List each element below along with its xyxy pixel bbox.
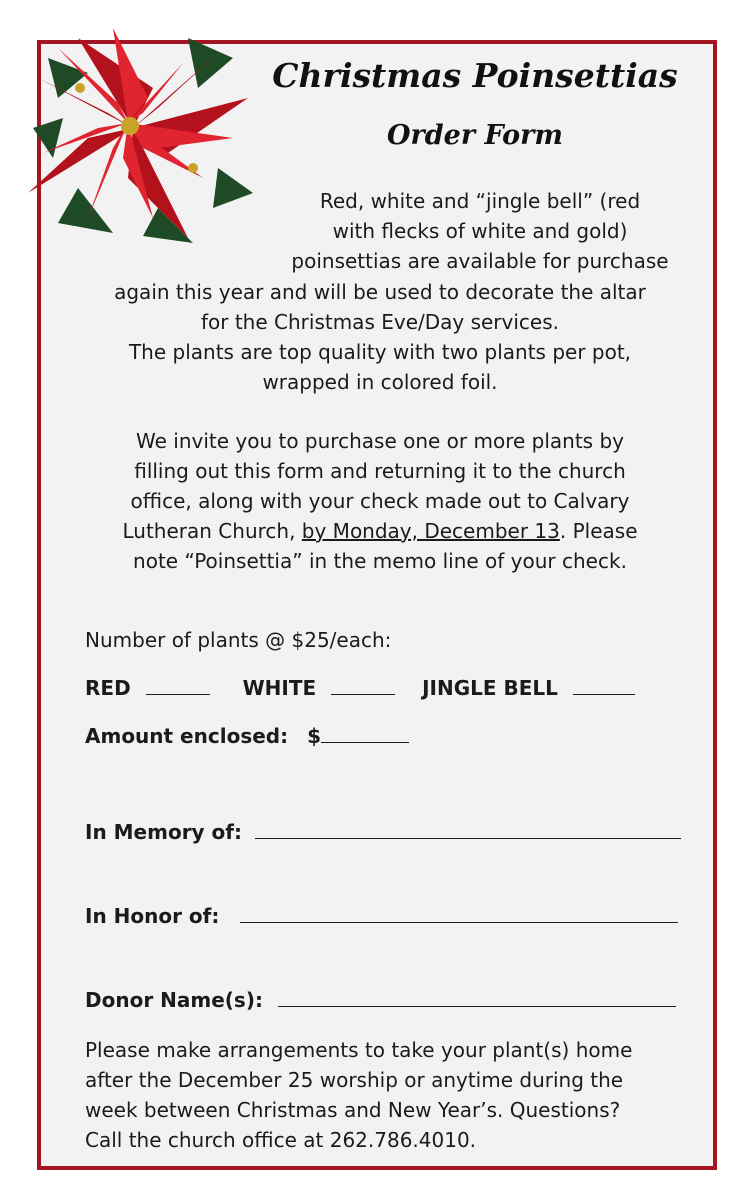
pickup-instructions: [85, 1035, 685, 1155]
invite-line-4-start: Lutheran Church,: [122, 519, 296, 543]
amount-field[interactable]: [321, 722, 409, 743]
footer-line-4: Call the church office at 262.786.4010.: [85, 1128, 477, 1152]
intro-line-5: for the Christmas Eve/Day services.: [200, 310, 560, 334]
amount-label: Amount enclosed:: [85, 724, 289, 748]
footer-line-2: after the December 25 worship or anytime during the: [85, 1068, 624, 1092]
footer-line-3: week between Christmas and New Year’s. Questions?: [85, 1098, 621, 1122]
page-title: Christmas Poinsettias: [272, 56, 678, 95]
jingle-bell-quantity-field[interactable]: [573, 674, 635, 695]
honor-field[interactable]: [240, 902, 678, 923]
memory-field[interactable]: [255, 818, 681, 839]
invite-line-3: office, along with your check made out to Calvary: [130, 489, 630, 513]
white-quantity-field[interactable]: [331, 674, 395, 695]
page-subtitle: Order Form: [387, 120, 563, 151]
number-of-plants-label: Number of plants @ $25/each:: [85, 628, 392, 652]
invite-line-4: [60, 516, 700, 546]
color-quantity-row: [85, 674, 635, 702]
flower-center: [121, 117, 139, 135]
donor-row: [85, 986, 676, 1014]
memory-row: [85, 818, 681, 846]
intro-line-4: again this year and will be used to decorate the altar: [114, 280, 646, 304]
red-quantity-field[interactable]: [146, 674, 210, 695]
invite-line-4-end: . Please: [559, 519, 638, 543]
footer-line-1: Please make arrangements to take your plant(s) home: [85, 1038, 633, 1062]
poinsettia-image: [18, 18, 264, 248]
jingle-bell-label: JINGLE BELL: [422, 676, 558, 700]
donor-field[interactable]: [278, 986, 676, 1007]
intro-line-6: The plants are top quality with two plants per pot,: [128, 340, 632, 364]
invite-line-2: filling out this form and returning it to the church: [134, 459, 626, 483]
currency-symbol: $: [307, 724, 321, 748]
memory-label: In Memory of:: [85, 820, 242, 844]
honor-row: [85, 902, 678, 930]
invite-line-1: We invite you to purchase one or more plants by: [136, 429, 624, 453]
deadline-date: by Monday, December 13: [301, 519, 560, 543]
red-label: RED: [85, 676, 131, 700]
donor-label: Donor Name(s):: [85, 988, 263, 1012]
white-label: WHITE: [242, 676, 317, 700]
intro-line-3: poinsettias are available for purchase: [291, 249, 669, 273]
invite-line-5: note “Poinsettia” in the memo line of your check.: [133, 549, 627, 573]
honor-label: In Honor of:: [85, 904, 220, 928]
amount-row: [85, 722, 409, 750]
intro-line-1: Red, white and “jingle bell” (red: [319, 189, 641, 213]
intro-line-2: with flecks of white and gold): [332, 219, 628, 243]
intro-line-7: wrapped in colored foil.: [262, 370, 498, 394]
